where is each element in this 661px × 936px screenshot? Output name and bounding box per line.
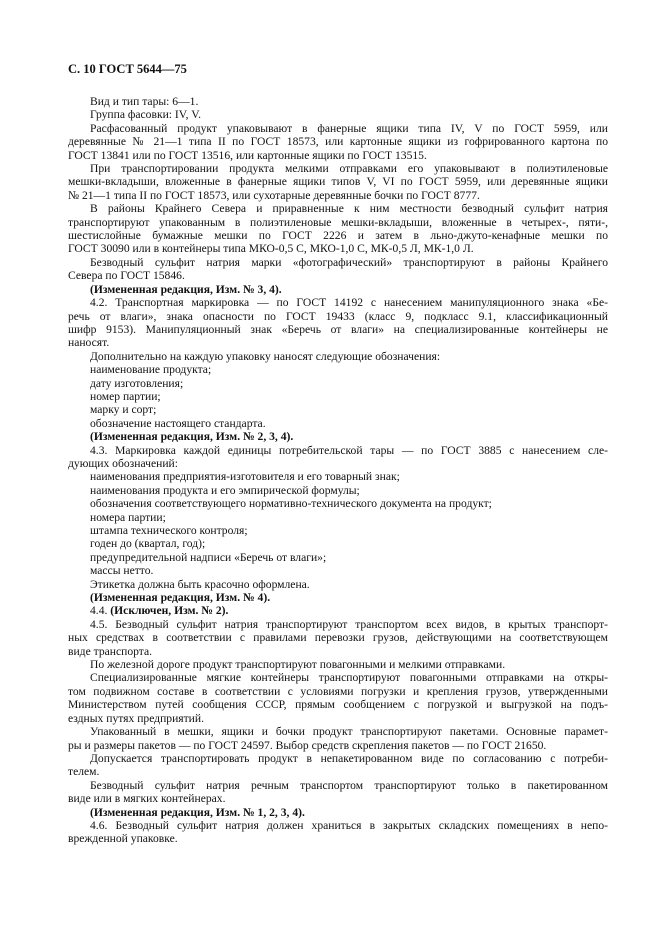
text-line: предупредительной надписи «Беречь от влаги»; <box>90 550 327 564</box>
text-line: дующих обозначений: <box>68 456 178 470</box>
text-line: 4.2. Транспортная маркировка — по ГОСТ 14192 с нанесением манипуляционного знака «Бе- <box>90 296 608 310</box>
paragraph <box>68 578 608 591</box>
text-line: виде или в мягких контейнерах. <box>68 792 226 806</box>
text-line: Группа фасовки: IV, V. <box>90 108 201 122</box>
text-line: Безводный сульфит натрия марки «фотографический» транспортируют в районы Крайнего <box>90 255 608 269</box>
paragraph <box>68 484 608 497</box>
text-line: Допускается транспортировать продукт в непакетированном виде по согласованию с потреби- <box>90 751 608 765</box>
paragraph <box>68 511 608 524</box>
text-line: дату изготовления; <box>90 376 184 390</box>
text-line: шифр 9153). Манипуляционный знак «Беречь от влаги» на специализированные контейнеры не <box>68 322 608 336</box>
text-line: 4.6. Безводный сульфит натрия должен храниться в закрытых складских помещениях в непо- <box>90 818 608 832</box>
text-line: Этикетка должна быть красочно оформлена. <box>90 577 310 591</box>
text-line: виде транспорта. <box>68 644 153 658</box>
text-line: марку и сорт; <box>90 403 157 417</box>
paragraph <box>68 819 608 846</box>
paragraph <box>68 162 608 202</box>
text-line: номер партии; <box>90 389 161 403</box>
text-line: обозначения соответствующего нормативно-технического документа на продукт; <box>90 497 492 511</box>
text-line: транспортируют упакованным в полиэтиленовые мешки-вкладыши, вложенные в четырех-, пяти-, <box>68 215 608 229</box>
paragraph <box>68 256 608 283</box>
paragraph <box>68 658 608 671</box>
text-line: Безводный сульфит натрия речным транспортом транспортируют только в пакетированном <box>90 778 608 792</box>
text-line: наименование продукта; <box>90 363 212 377</box>
text-line: массы нетто. <box>90 564 154 578</box>
paragraph <box>68 403 608 416</box>
paragraph <box>68 752 608 779</box>
text-line: Вид и тип тары: 6—1. <box>90 95 199 108</box>
text-line: ры и размеры пакетов — по ГОСТ 24597. Выбор средств скрепления пакетов — по ГОСТ 21650. <box>68 738 547 752</box>
paragraph <box>68 390 608 403</box>
paragraph <box>68 95 608 108</box>
paragraph <box>68 444 608 471</box>
paragraph <box>68 618 608 658</box>
text-line: штампа технического контроля; <box>90 524 248 537</box>
text-line: ездных путях предприятий. <box>68 711 204 725</box>
paragraph <box>68 363 608 376</box>
text-line: (Измененная редакция, Изм. № 1, 2, 3, 4). <box>90 805 305 819</box>
paragraph <box>68 350 608 363</box>
revision-note <box>68 430 608 443</box>
text-line: деревянные № 21—1 типа II по ГОСТ 18573, или картонные ящики из гофрированного картона по <box>68 135 608 149</box>
text-line: ных средствах в соответствии с правилами перевозки грузов, действующими на соответствующем <box>68 631 608 645</box>
paragraph <box>68 524 608 537</box>
text-line: 4.4. (Исключен, Изм. № 2). <box>90 604 229 618</box>
paragraph <box>68 537 608 550</box>
text-line: том подвижном составе в соответствии с условиями погрузки и крепления грузов, утвержденными <box>68 684 608 698</box>
text-line: (Измененная редакция, Изм. № 4). <box>90 591 271 605</box>
text-line: (Измененная редакция, Изм. № 2, 3, 4). <box>90 430 294 444</box>
text-line: Расфасованный продукт упаковывают в фанерные ящики типа IV, V по ГОСТ 5959, или <box>90 121 608 135</box>
paragraph <box>68 296 608 350</box>
paragraph <box>68 779 608 806</box>
text-line: По железной дороге продукт транспортируют повагонными и мелкими отправками. <box>90 658 506 672</box>
text-line: (Измененная редакция, Изм. № 3, 4). <box>90 282 282 296</box>
text-line: Севера по ГОСТ 15846. <box>68 269 185 283</box>
paragraph <box>68 122 608 162</box>
paragraph <box>68 497 608 510</box>
text-line: мешки-вкладыши, вложенные в фанерные ящики типов V, VI по ГОСТ 5959, или деревянные ящики <box>68 175 608 189</box>
revision-note <box>68 283 608 296</box>
text-line: № 21—1 типа II по ГОСТ 18573, или сухотарные деревянные бочки по ГОСТ 8777. <box>68 188 480 202</box>
text-line: годен до (квартал, год); <box>90 537 206 551</box>
text-line: наименования предприятия-изготовителя и его товарный знак; <box>90 470 400 484</box>
paragraph <box>68 551 608 564</box>
text-line: речь от влаги», знака опасности по ГОСТ 19433 (класс 9, подкласс 9.1, классификационный <box>68 309 608 323</box>
revision-note: (Исключен, Изм. № 2). <box>110 604 229 618</box>
revision-note <box>68 591 608 604</box>
text-line: ГОСТ 13841 или по ГОСТ 13516, или картонные ящики по ГОСТ 13515. <box>68 148 427 162</box>
paragraph <box>68 377 608 390</box>
paragraph <box>68 417 608 430</box>
text-line: наименования продукта и его эмпирической формулы; <box>90 483 360 497</box>
text-line: Специализированные мягкие контейнеры транспортируют повагонными отправками на откры- <box>90 671 608 685</box>
text-line: 4.3. Маркировка каждой единицы потребительской тары — по ГОСТ 3885 с нанесением сле- <box>90 443 608 457</box>
document-body <box>68 95 608 846</box>
paragraph <box>68 725 608 752</box>
text-line: Министерством путей сообщения СССР, прямым сообщением с погрузкой и выгрузкой на подъ- <box>68 698 608 712</box>
text-line: В районы Крайнего Севера и приравненные к ним местности безводный сульфит натрия <box>90 202 608 216</box>
text-line: Дополнительно на каждую упаковку наносят следующие обозначения: <box>90 349 441 363</box>
text-line: номера партии; <box>90 510 166 524</box>
text-line: телем. <box>68 765 100 779</box>
text-line: При транспортировании продукта мелкими отправками его упаковывают в полиэтиленовые <box>90 162 608 176</box>
text-line: наносят. <box>68 336 110 350</box>
text-line: врежденной упаковке. <box>68 832 178 846</box>
page-header: С. 10 ГОСТ 5644—75 <box>68 62 187 76</box>
paragraph <box>68 564 608 577</box>
paragraph <box>68 604 608 617</box>
text-line: ГОСТ 30090 или в контейнеры типа МКО-0,5 С, МКО-1,0 С, МК-0,5 Л, МК-1,0 Л. <box>68 242 474 256</box>
revision-note <box>68 806 608 819</box>
paragraph <box>68 470 608 483</box>
paragraph <box>68 202 608 256</box>
text-line: обозначение настоящего стандарта. <box>90 416 266 430</box>
text-line: шестислойные бумажные мешки по ГОСТ 2226 и затем в льно-джуто-кенафные мешки по <box>68 229 608 243</box>
text-line: Упакованный в мешки, ящики и бочки продукт транспортируют пакетами. Основные парамет- <box>90 725 608 739</box>
paragraph <box>68 108 608 121</box>
paragraph <box>68 671 608 725</box>
text-line: 4.5. Безводный сульфит натрия транспортируют транспортом всех видов, в крытых транспорт- <box>90 617 608 631</box>
